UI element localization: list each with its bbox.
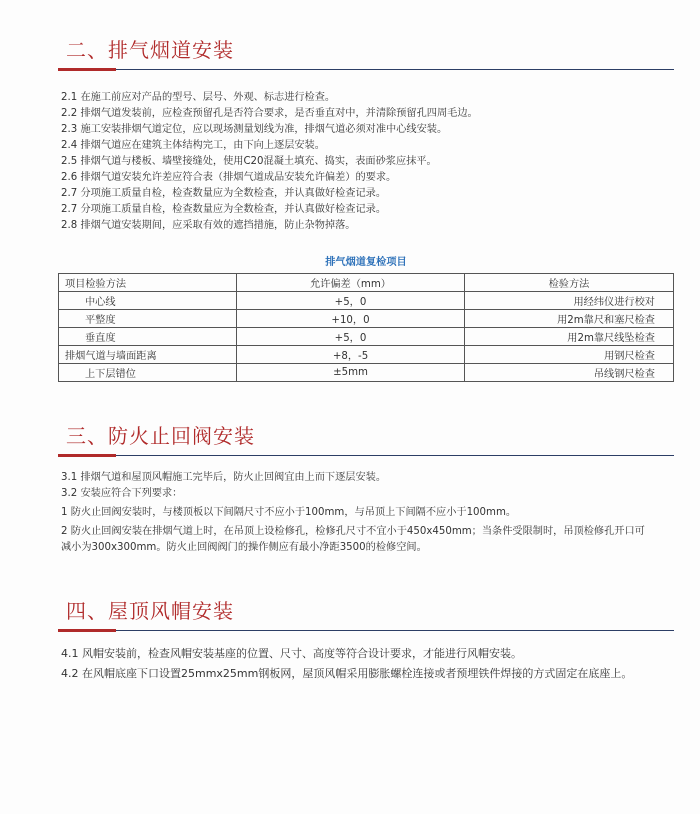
section-title-fire-check-valve: 三、防火止回阀安装 — [66, 424, 255, 448]
table-title: 排气烟道复检项目 — [325, 257, 407, 268]
table-cell: 上下层错位 — [59, 364, 237, 382]
section-divider-accent — [58, 454, 116, 457]
table-row — [59, 346, 674, 364]
section-divider-accent — [58, 629, 116, 632]
list-item: 2 防火止回阀安装在排烟气道上时，在吊顶上设检修孔，检修孔尺寸不宜小于450x450mm；当条件受限制时，吊顶检修孔开口可 — [61, 526, 645, 537]
section-divider — [58, 630, 674, 631]
list-item: 2.7 分项施工质量自检，检查数量应为全数检查，并认真做好检查记录。 — [61, 188, 387, 199]
list-item: 1 防火止回阀安装时，与楼顶板以下间隔尺寸不应小于100mm，与吊顶上下间隔不应小于100mm。 — [61, 507, 517, 518]
table-cell: 排烟气道与墙面距离 — [59, 346, 237, 364]
table-cell: +10，0 — [237, 310, 465, 328]
table-cell: 垂直度 — [59, 328, 237, 346]
table-cell: 用2m靠尺和塞尺检查 — [465, 310, 674, 328]
table-row — [59, 364, 674, 382]
section-title-exhaust-flue: 二、排气烟道安装 — [66, 38, 234, 62]
table-cell: 吊线钢尺检查 — [465, 364, 674, 382]
section-divider — [58, 455, 674, 456]
list-item: 2.7 分项施工质量自检，检查数量应为全数检查，并认真做好检查记录。 — [61, 204, 387, 215]
list-item: 2.2 排烟气道发装前，应检查预留孔是否符合要求，是否垂直对中，并清除预留孔四周毛边。 — [61, 108, 478, 119]
table-cell: ±5mm — [237, 364, 465, 382]
section3-list — [61, 470, 675, 556]
table-row — [59, 310, 674, 328]
section-divider — [58, 69, 674, 70]
list-item: 2.1 在施工前应对产品的型号、层号、外观、标志进行检查。 — [61, 92, 336, 103]
section-divider-accent — [58, 68, 116, 71]
table-cell: 平整度 — [59, 310, 237, 328]
list-item: 减小为300x300mm。防火止回阀阀门的操作侧应有最小净距3500的检修空间。 — [61, 542, 427, 553]
list-item: 3.1 排烟气道和屋顶风帽施工完毕后，防火止回阀宜由上而下逐层安装。 — [61, 472, 387, 483]
inspection-table — [58, 273, 674, 382]
table-row — [59, 292, 674, 310]
table-cell: +5，0 — [237, 328, 465, 346]
section-title-roof-hood: 四、屋顶风帽安装 — [66, 599, 234, 623]
section4-list — [61, 646, 677, 682]
section2-list — [61, 90, 675, 234]
list-item: 2.3 施工安装排烟气道定位，应以现场测量划线为准，排烟气道必须对准中心线安装。 — [61, 124, 448, 135]
table-row — [59, 328, 674, 346]
list-item: 4.2 在风帽底座下口设置25mmx25mm钢板网，屋顶风帽采用膨胀螺栓连接或者预埋铁件焊接的方式固定在底座上。 — [61, 666, 633, 680]
list-item: 3.2 安装应符合下列要求： — [61, 488, 183, 499]
column-header: 允许偏差（mm） — [237, 274, 465, 292]
list-item: 2.4 排烟气道应在建筑主体结构完工，由下向上逐层安装。 — [61, 140, 325, 151]
table-cell: +5，0 — [237, 292, 465, 310]
table-cell: 用经纬仪进行校对 — [465, 292, 674, 310]
table-cell: +8，-5 — [237, 346, 465, 364]
list-item: 2.5 排烟气道与楼板、墙壁接缝处，使用C20混凝土填充、捣实，表面砂浆应抹平。 — [61, 156, 437, 167]
list-item: 2.8 排烟气道安装期间，应采取有效的遮挡措施，防止杂物掉落。 — [61, 220, 356, 231]
table-cell: 用2m靠尺线坠检查 — [465, 328, 674, 346]
list-item: 2.6 排烟气道安装允许差应符合表（排烟气道成品安装允许偏差）的要求。 — [61, 172, 397, 183]
table-cell: 用钢尺检查 — [465, 346, 674, 364]
table-header-row — [59, 274, 674, 292]
column-header: 项目检验方法 — [59, 274, 237, 292]
column-header: 检验方法 — [465, 274, 674, 292]
list-item: 4.1 风帽安装前，检查风帽安装基座的位置、尺寸、高度等符合设计要求，才能进行风帽安装。 — [61, 647, 522, 660]
table-cell: 中心线 — [59, 292, 237, 310]
